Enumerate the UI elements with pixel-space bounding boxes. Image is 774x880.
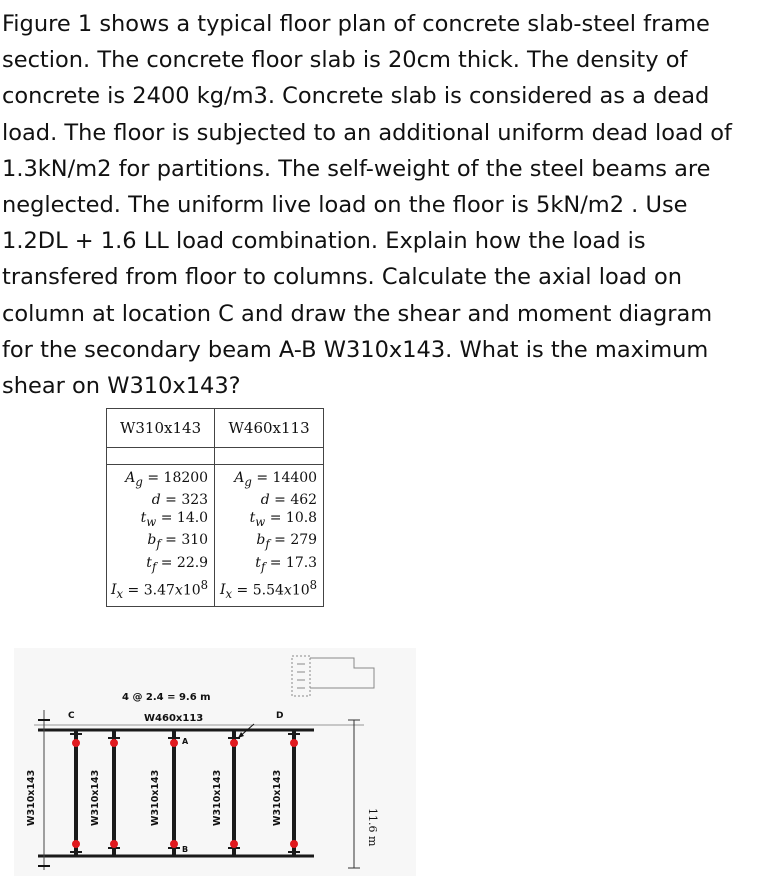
prop-tf: $t_f = 22.9$ [146,554,209,574]
problem-line: column at location C and draw the shear and moment diagram [2,300,713,327]
problem-line: transfered from floor to columns. Calculate the axial load on [2,264,682,291]
problem-line: Figure 1 shows a typical floor plan of concrete slab-steel frame [2,11,710,37]
beam-label: W310x143 [272,769,283,826]
girder-label: W460x113 [144,713,204,724]
length-label: 11.6 m [366,808,379,847]
problem-line: for the secondary beam A-B W310x143. What is the maximum [2,336,709,363]
point-b-label: B [182,845,189,854]
prop-bf: $b_f = 279$ [256,532,318,552]
table-header-w310: W310x143 [107,409,215,448]
prop-ag: $A_g = 18200$ [125,470,209,489]
problem-line: section. The concrete floor slab is 20cm thick. The density of [2,47,688,74]
table-spacer [215,448,324,465]
problem-line: 1.2DL + 1.6 LL load combination. Explain how the load is [2,228,646,255]
prop-tw: $t_w = 14.0$ [140,510,209,530]
point-a-label: A [182,737,189,746]
section-properties-table [106,408,324,607]
beam-label: W310x143 [150,769,161,826]
table-header-w460: W460x113 [215,409,324,448]
spacing-label: 4 @ 2.4 = 9.6 m [122,692,211,703]
prop-d: d = 323 [151,492,209,509]
prop-ix: $I_x = 3.47x10^8$ [111,577,209,602]
prop-ag: $A_g = 14400$ [234,470,318,489]
beam-label: W310x143 [212,769,223,826]
point-c-label: C [68,711,75,721]
prop-d: d = 462 [260,492,318,509]
prop-tf: $t_f = 17.3$ [255,554,318,574]
problem-line: neglected. The uniform live load on the floor is 5kN/m2 . Use [2,192,688,219]
w310-properties [107,465,215,607]
problem-statement [2,6,772,404]
problem-line: 1.3kN/m2 for partitions. The self-weight of the steel beams are [2,155,711,182]
problem-line: shear on W310x143? [2,373,241,400]
prop-bf: $b_f = 310$ [147,532,209,552]
problem-line: concrete is 2400 kg/m3. Concrete slab is considered as a dead [2,83,710,110]
beam-label: W310x143 [90,769,101,826]
table-spacer [107,448,215,465]
beam-label: W310x143 [26,769,37,826]
problem-line: load. The floor is subjected to an additional uniform dead load of [2,119,732,146]
floor-plan-figure [14,648,416,876]
prop-tw: $t_w = 10.8$ [249,510,318,530]
prop-ix: $I_x = 5.54x10^8$ [220,577,318,602]
point-d-label: D [276,711,284,721]
w460-properties [215,465,324,607]
